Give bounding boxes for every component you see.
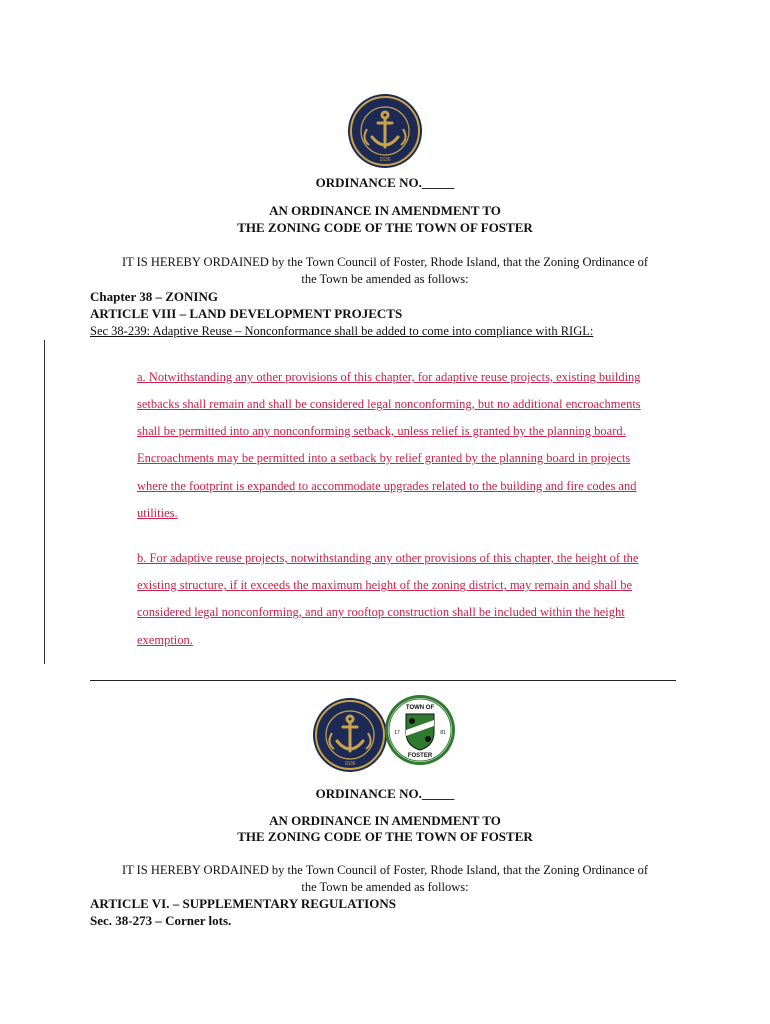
ordinance-number: ORDINANCE NO._____: [315, 175, 455, 190]
ordinance-title-line1: AN ORDINANCE IN AMENDMENT TO: [269, 813, 501, 828]
ordinance-title-line2: THE ZONING CODE OF THE TOWN OF FOSTER: [237, 829, 533, 844]
paragraph-b-line: existing structure, if it exceeds the maximum height of the zoning district, may remain and shall be: [137, 578, 633, 592]
revision-bar: [44, 340, 45, 664]
paragraph-a-line: shall be permitted into any nonconforming setback, unless relief is granted by the planning board.: [137, 424, 626, 438]
paragraph-a-line: a. Notwithstanding any other provisions of this chapter, for adaptive reuse projects, existing building: [137, 370, 641, 384]
section-heading: Sec. 38-273 – Corner lots.: [90, 913, 232, 928]
section-heading: Sec 38-239: Adaptive Reuse – Nonconformance shall be added to come into compliance with RIGL:: [90, 324, 594, 338]
state-seal: [312, 697, 388, 773]
paragraph-a-line: setbacks shall remain and shall be considered legal nonconforming, but no additional encroachments: [137, 397, 641, 411]
shield-icon: [406, 714, 434, 750]
paragraph-a-line: Encroachments may be permitted into a setback by relief granted by the planning board in projects: [137, 451, 631, 465]
paragraph-a-line: utilities.: [137, 506, 178, 520]
paragraph-b-line: considered legal nonconforming, and any rooftop construction shall be included within the height: [137, 605, 625, 619]
paragraph-a-line: where the footprint is expanded to accommodate upgrades related to the building and fire codes and: [137, 479, 637, 493]
article-heading: ARTICLE VIII – LAND DEVELOPMENT PROJECTS: [90, 306, 403, 321]
svg-text:TOWN OF: TOWN OF: [405, 705, 435, 711]
state-seal: [347, 93, 423, 169]
paragraph-b-line: exemption.: [137, 633, 193, 647]
chapter-heading: Chapter 38 – ZONING: [90, 289, 218, 304]
svg-text:FOSTER: FOSTER: [407, 753, 433, 759]
svg-text:1636: 1636: [344, 761, 356, 767]
section-divider: [90, 680, 676, 681]
ordinance-title-line2: THE ZONING CODE OF THE TOWN OF FOSTER: [237, 220, 533, 235]
ordained-text-line1: IT IS HEREBY ORDAINED by the Town Council of Foster, Rhode Island, that the Zoning Ordinance of: [121, 255, 649, 269]
svg-text:17: 17: [394, 730, 400, 736]
article-heading: ARTICLE VI. – SUPPLEMENTARY REGULATIONS: [90, 896, 396, 911]
svg-text:81: 81: [440, 730, 446, 736]
ordained-text-line2: the Town be amended as follows:: [301, 272, 469, 286]
ordained-text-line2: the Town be amended as follows:: [301, 880, 469, 894]
ordained-text-line1: IT IS HEREBY ORDAINED by the Town Council of Foster, Rhode Island, that the Zoning Ordinance of: [121, 863, 649, 877]
town-of-foster-seal: [384, 694, 456, 766]
svg-text:1636: 1636: [379, 157, 391, 163]
paragraph-b-line: b. For adaptive reuse projects, notwithstanding any other provisions of this chapter, the height of the: [137, 551, 639, 565]
ordinance-number: ORDINANCE NO._____: [315, 786, 455, 801]
ordinance-title-line1: AN ORDINANCE IN AMENDMENT TO: [269, 203, 501, 218]
